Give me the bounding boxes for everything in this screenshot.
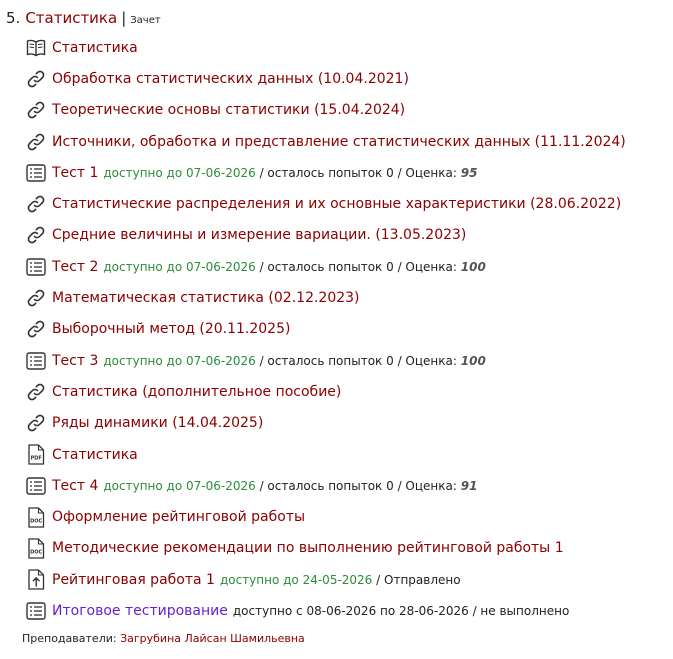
link-icon [25,68,46,89]
activity-meta [220,573,461,587]
section-separator: | [121,9,127,27]
book-icon [25,37,46,58]
section-header [6,9,161,33]
activity-link[interactable]: Оформление рейтинговой работы [52,509,306,526]
svg-text:DOC: DOC [29,518,42,525]
link-icon [25,319,46,340]
status-text: / осталось попыток 0 / Оценка: [259,353,457,368]
pdf-icon [25,444,46,465]
status-text: / Отправлено [376,572,461,587]
grade-value: 100 [460,259,486,274]
availability-text: доступно до 24-05-2026 [219,572,373,587]
activity-meta [103,166,477,180]
activity-item [25,314,626,345]
link-icon [25,413,46,434]
upload-icon [25,569,46,590]
activity-link[interactable]: Статистика [52,39,138,56]
svg-text:PDF: PDF [30,455,42,462]
activity-link[interactable]: Теоретические основы статистики (15.04.2024) [52,102,406,119]
activity-item [25,220,626,251]
activity-meta [233,604,569,618]
link-icon [25,288,46,309]
activity-link[interactable]: Тест 4 [52,477,99,494]
availability-text: доступно до 07-06-2026 [103,478,256,493]
link-icon [25,225,46,246]
activity-item [25,408,626,439]
activity-item [25,533,626,564]
teachers-line [22,632,305,645]
activity-item [25,376,626,407]
test-icon [25,256,46,277]
activity-item [25,564,626,595]
activity-item [25,95,626,126]
activity-link[interactable]: Тест 2 [52,258,99,275]
link-icon [25,194,46,215]
activity-item [25,32,626,63]
availability-text: доступно до 07-06-2026 [103,353,256,368]
activity-link[interactable]: Ряды динамики (14.04.2025) [52,415,264,432]
teachers-label: Преподаватели: [22,632,117,645]
activity-link[interactable]: Рейтинговая работа 1 [52,571,215,588]
activity-link[interactable]: Статистика [52,446,138,463]
activity-link[interactable]: Статистика (дополнительное пособие) [52,383,342,400]
teacher-name-link[interactable]: Загрубина Лайсан Шамильевна [120,632,305,645]
activity-link[interactable]: Методические рекомендации по выполнению рейтинговой работы 1 [52,540,564,557]
activity-link[interactable]: Тест 1 [52,164,99,181]
activity-item [25,282,626,313]
activity-link[interactable]: Математическая статистика (02.12.2023) [52,290,360,307]
activity-meta [103,260,485,274]
status-text: / осталось попыток 0 / Оценка: [259,259,457,274]
status-text: доступно с 08-06-2026 по 28-06-2026 / не выполнено [232,603,570,618]
activity-item [25,595,626,626]
grade-value: 95 [460,165,478,180]
activity-item [25,501,626,532]
activity-item [25,63,626,94]
activity-item [25,188,626,219]
test-icon [25,600,46,621]
test-icon [25,350,46,371]
grade-value: 100 [460,353,486,368]
activity-link[interactable]: Статистические распределения и их основные характеристики (28.06.2022) [52,196,622,213]
section-number: 5. [6,9,21,27]
activity-meta [103,479,477,493]
activity-item [25,251,626,282]
section-type: Зачет [130,15,161,26]
activity-link[interactable]: Тест 3 [52,352,99,369]
grade-value: 91 [460,478,478,493]
activity-link[interactable]: Выборочный метод (20.11.2025) [52,321,291,338]
link-icon [25,100,46,121]
availability-text: доступно до 07-06-2026 [103,165,256,180]
svg-text:DOC: DOC [29,549,42,556]
link-icon [25,131,46,152]
activity-link[interactable]: Обработка статистических данных (10.04.2021) [52,70,409,87]
activity-meta [103,354,485,368]
test-icon [25,162,46,183]
link-icon [25,381,46,402]
activity-item [25,157,626,188]
activity-link[interactable]: Средние величины и измерение вариации. (13.05.2023) [52,227,467,244]
activity-link[interactable]: Источники, обработка и представление статистических данных (11.11.2024) [52,133,626,150]
test-icon [25,475,46,496]
availability-text: доступно до 07-06-2026 [103,259,256,274]
activity-list [25,32,626,627]
section-title-link[interactable]: Статистика [25,9,118,27]
activity-link[interactable]: Итоговое тестирование [52,602,228,619]
activity-item [25,345,626,376]
doc-icon [25,507,46,528]
doc-icon [25,538,46,559]
activity-item [25,439,626,470]
status-text: / осталось попыток 0 / Оценка: [259,165,457,180]
activity-item [25,126,626,157]
status-text: / осталось попыток 0 / Оценка: [259,478,457,493]
activity-item [25,470,626,501]
